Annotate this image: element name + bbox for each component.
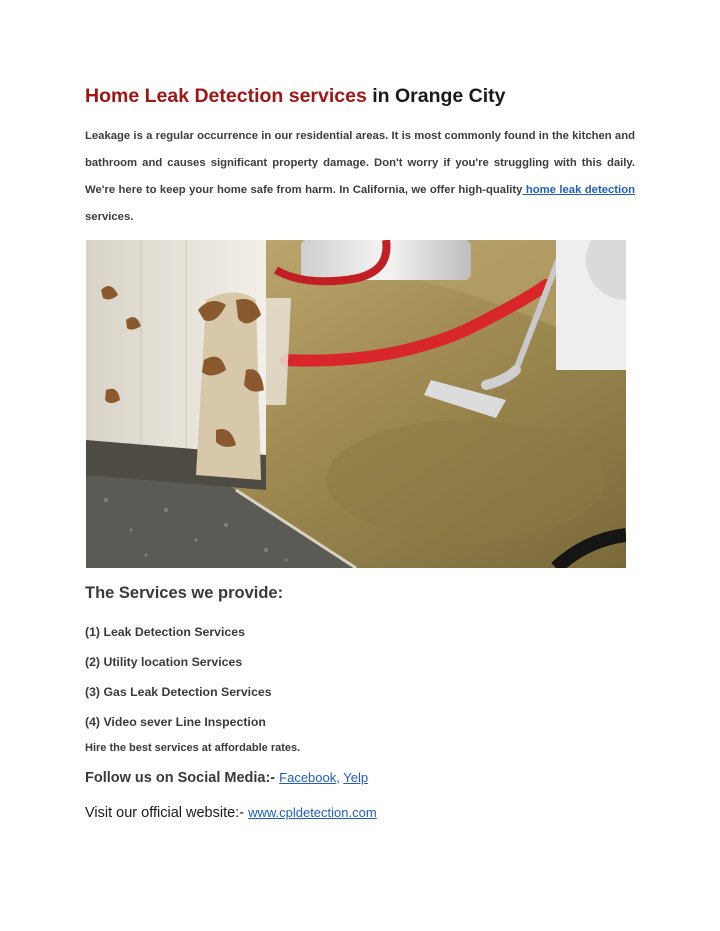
services-tagline: Hire the best services at affordable rates. xyxy=(85,742,301,754)
service-item: (3) Gas Leak Detection Services xyxy=(85,685,272,699)
social-separator: , xyxy=(336,770,344,785)
service-item: (4) Video sever Line Inspection xyxy=(85,715,266,729)
intro-suffix: services. xyxy=(85,211,134,223)
social-label: Follow us on Social Media:- xyxy=(85,770,280,786)
service-item: (1) Leak Detection Services xyxy=(85,625,245,639)
leak-damage-photo xyxy=(86,240,626,568)
page-title xyxy=(85,85,506,108)
home-leak-detection-link[interactable]: home leak detection xyxy=(522,184,635,196)
facebook-link[interactable]: Facebook xyxy=(279,770,337,785)
service-item: (2) Utility location Services xyxy=(85,655,243,669)
social-media-line xyxy=(85,770,368,786)
website-line xyxy=(85,805,377,821)
services-heading: The Services we provide: xyxy=(85,584,284,602)
yelp-link[interactable]: Yelp xyxy=(343,770,369,785)
intro-text: Leakage is a regular occurrence in our residential areas. It is most commonly found in the kitchen and bathroom and causes significant property damage. Don't worry if you're struggling with this daily. We're here to keep your home safe from harm. In California, we offer high-quality xyxy=(85,130,635,196)
intro-paragraph xyxy=(85,123,635,231)
website-label: Visit our official website:- xyxy=(85,805,249,821)
title-accent: Home Leak Detection services xyxy=(85,85,367,107)
services-list xyxy=(85,624,272,744)
website-link[interactable]: www.cpldetection.com xyxy=(248,805,377,820)
title-rest: in Orange City xyxy=(366,85,506,107)
